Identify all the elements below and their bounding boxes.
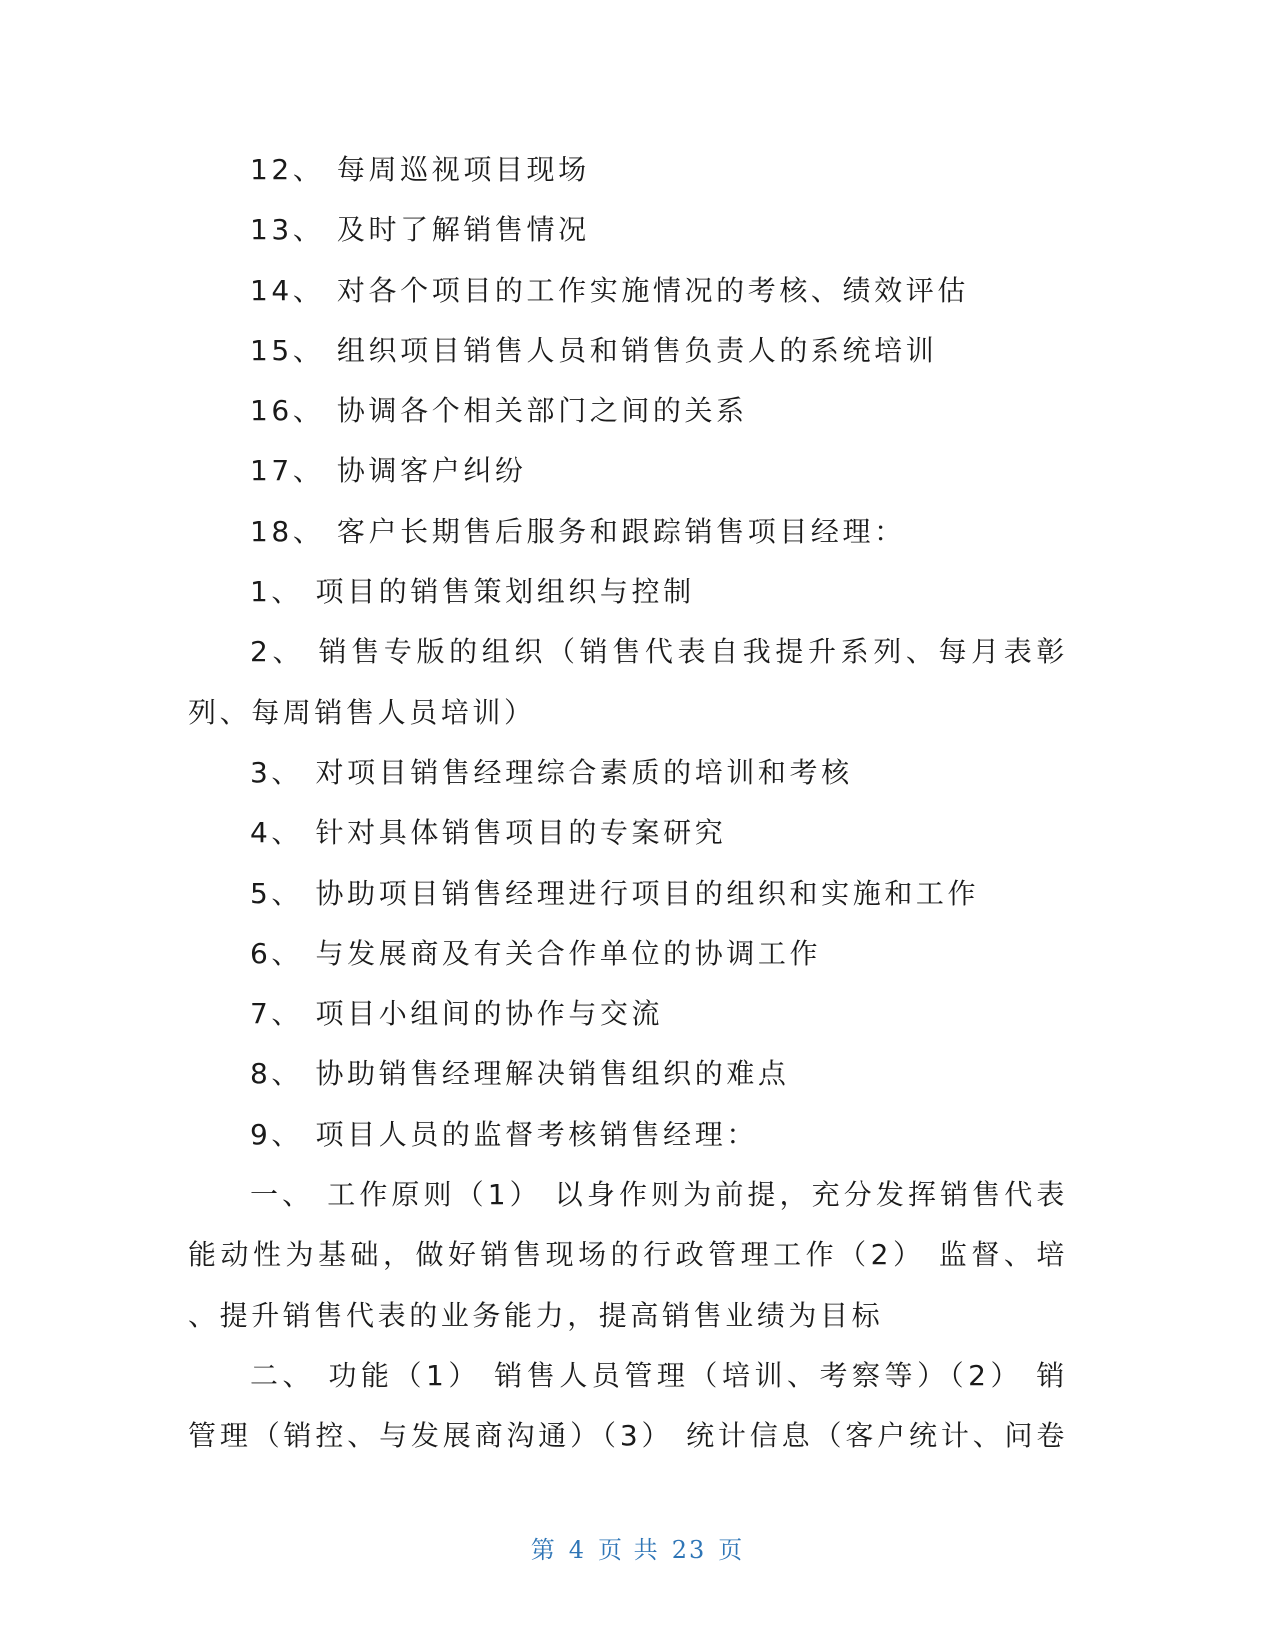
footer-page-number: 4 — [568, 1536, 587, 1564]
list-item-8: 8、 协助销售经理解决销售组织的难点 — [250, 1057, 790, 1091]
page-footer — [0, 1530, 1275, 1565]
section-two-line-1: 二、 功能（1） 销售人员管理（培训、考察等）（2） 销 — [250, 1358, 1068, 1392]
list-item-1: 1、 项目的销售策划组织与控制 — [250, 575, 695, 609]
list-item-7: 7、 项目小组间的协作与交流 — [250, 997, 664, 1031]
list-item-17: 17、 协调客户纠纷 — [250, 454, 527, 488]
document-body — [188, 140, 1068, 1467]
footer-suffix: 页 — [718, 1536, 745, 1564]
section-one-line-2: 能动性为基础，做好销售现场的行政管理工作（2） 监督、培 — [188, 1238, 1068, 1272]
section-two-line-2: 管理（销控、与发展商沟通）（3） 统计信息（客户统计、问卷 — [188, 1419, 1068, 1453]
list-item-2: 2、 销售专版的组织（销售代表自我提升系列、每月表彰 — [250, 635, 1068, 669]
footer-middle: 页 共 — [598, 1536, 660, 1564]
footer-total-pages: 23 — [671, 1536, 707, 1564]
footer-prefix: 第 — [530, 1536, 557, 1564]
list-item-5: 5、 协助项目销售经理进行项目的组织和实施和工作 — [250, 876, 980, 910]
list-item-18: 18、 客户长期售后服务和跟踪销售项目经理： — [250, 514, 906, 548]
list-item-3: 3、 对项目销售经理综合素质的培训和考核 — [250, 755, 853, 789]
list-item-4: 4、 针对具体销售项目的专案研究 — [250, 816, 727, 850]
list-item-6: 6、 与发展商及有关合作单位的协调工作 — [250, 936, 822, 970]
list-item-2-continued: 列、每周销售人员培训） — [188, 695, 536, 729]
list-item-16: 16、 协调各个相关部门之间的关系 — [250, 394, 748, 428]
list-item-15: 15、 组织项目销售人员和销售负责人的系统培训 — [250, 333, 938, 367]
list-item-14: 14、 对各个项目的工作实施情况的考核、绩效评估 — [250, 273, 969, 307]
list-item-12: 12、 每周巡视项目现场 — [250, 153, 590, 186]
section-one-line-1: 一、 工作原则（1） 以身作则为前提，充分发挥销售代表 — [250, 1178, 1068, 1212]
list-item-9: 9、 项目人员的监督考核销售经理： — [250, 1117, 758, 1151]
section-one-line-3: 、提升销售代表的业务能力，提高销售业绩为目标 — [188, 1298, 884, 1332]
list-item-13: 13、 及时了解销售情况 — [250, 213, 590, 247]
